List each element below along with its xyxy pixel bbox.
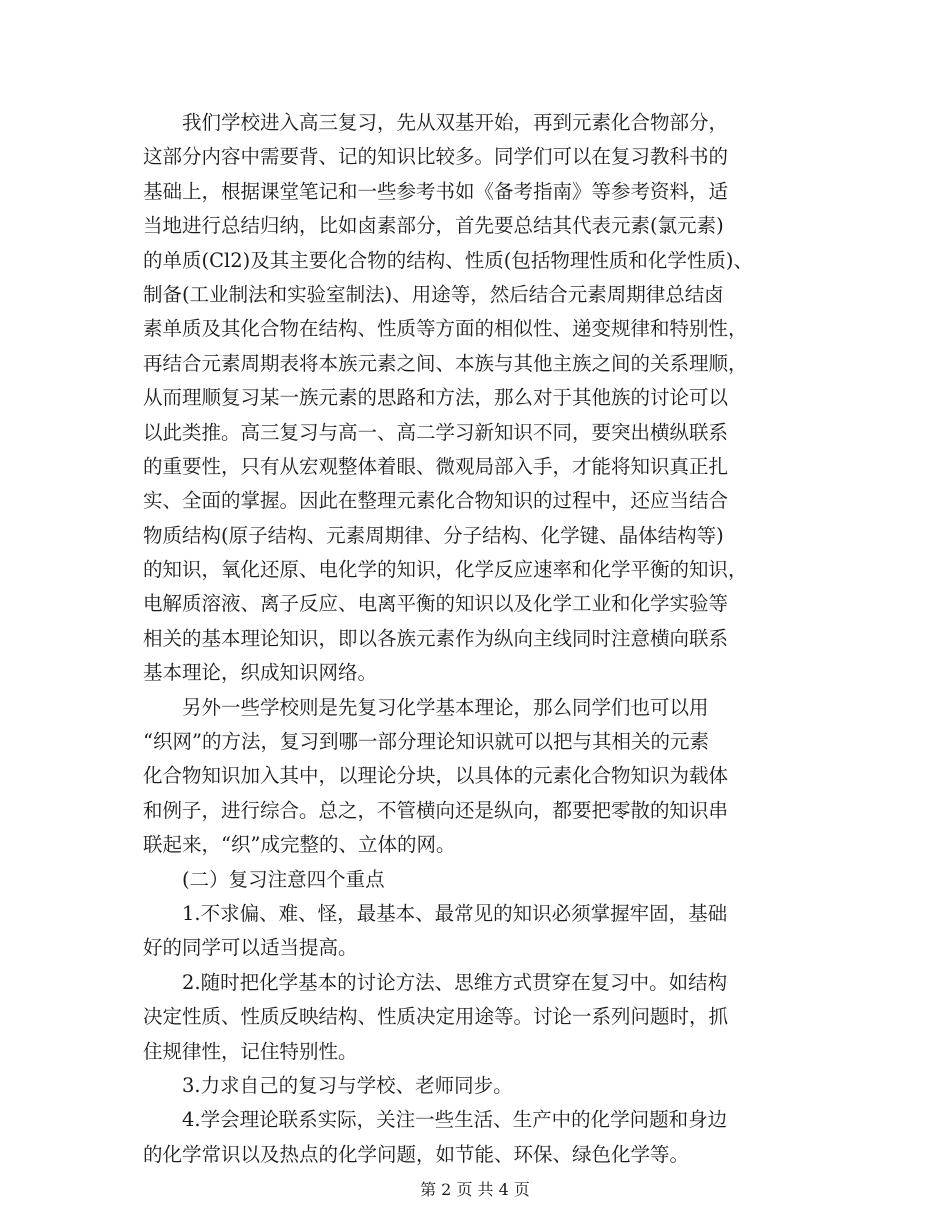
text-line: 基本理论，织成知识网络。 <box>143 661 378 685</box>
text-line: 联起来，“织”成完整的、立体的网。 <box>143 833 456 857</box>
text-line: 制备(工业制法和实验室制法)、用途等，然后结合元素周期律总结卤 <box>143 282 724 306</box>
page-number: 第 2 页 共 4 页 <box>420 1180 530 1199</box>
text-line: “织网”的方法，复习到哪一部分理论知识就可以把与其相关的元素 <box>143 730 709 754</box>
text-line: 另外一些学校则是先复习化学基本理论，那么同学们也可以用 <box>143 695 709 719</box>
text-line: 4.学会理论联系实际，关注一些生活、生产中的化学问题和身边 <box>143 1108 728 1132</box>
text-line: 从而理顺复习某一族元素的思路和方法，那么对于其他族的讨论可以 <box>143 386 729 410</box>
body-text <box>143 106 813 1172</box>
text-line: 这部分内容中需要背、记的知识比较多。同学们可以在复习教科书的 <box>143 145 729 169</box>
text-line: 实、全面的掌握。因此在整理元素化合物知识的过程中，还应当结合 <box>143 489 729 513</box>
text-line: 物质结构(原子结构、元素周期律、分子结构、化学键、晶体结构等) <box>143 523 724 547</box>
text-line: 以此类推。高三复习与高一、高二学习新知识不同，要突出横纵联系 <box>143 420 729 444</box>
text-line: 相关的基本理论知识，即以各族元素作为纵向主线同时注意横向联系 <box>143 626 729 650</box>
text-line: 住规律性，记住特别性。 <box>143 1039 358 1063</box>
text-line: 的单质(Cl2)及其主要化合物的结构、性质(包括物理性质和化学性质)、 <box>143 248 753 272</box>
text-line: 和例子，进行综合。总之，不管横向还是纵向，都要把零散的知识串 <box>143 798 729 822</box>
text-line: 1.不求偏、难、怪，最基本、最常见的知识必须掌握牢固，基础 <box>143 901 728 925</box>
text-line: 的重要性，只有从宏观整体着眼、微观局部入手，才能将知识真正扎 <box>143 454 729 478</box>
text-line: 素单质及其化合物在结构、性质等方面的相似性、递变规律和特别性， <box>143 317 748 341</box>
text-line: 化合物知识加入其中，以理论分块，以具体的元素化合物知识为载体 <box>143 764 729 788</box>
text-line: 再结合元素周期表将本族元素之间、本族与其他主族之间的关系理顺， <box>143 351 748 375</box>
text-line: 的知识，氧化还原、电化学的知识，化学反应速率和化学平衡的知识， <box>143 558 748 582</box>
section-heading: (二）复习注意四个重点 <box>143 867 385 891</box>
text-line: 我们学校进入高三复习，先从双基开始，再到元素化合物部分， <box>143 111 729 134</box>
text-line: 决定性质、性质反映结构、性质决定用途等。讨论一系列问题时，抓 <box>143 1005 729 1029</box>
text-line: 2.随时把化学基本的讨论方法、思维方式贯穿在复习中。如结构 <box>143 970 728 994</box>
text-line: 3.力求自己的复习与学校、老师同步。 <box>143 1073 513 1097</box>
text-line: 电解质溶液、离子反应、电离平衡的知识以及化学工业和化学实验等 <box>143 592 729 616</box>
text-line: 好的同学可以适当提高。 <box>143 936 358 960</box>
text-line: 当地进行总结归纳，比如卤素部分，首先要总结其代表元素(氯元素) <box>143 214 724 238</box>
text-line: 的化学常识以及热点的化学问题，如节能、环保、绿色化学等。 <box>143 1142 690 1166</box>
text-line: 基础上，根据课堂笔记和一些参考书如《备考指南》等参考资料，适 <box>143 179 729 203</box>
